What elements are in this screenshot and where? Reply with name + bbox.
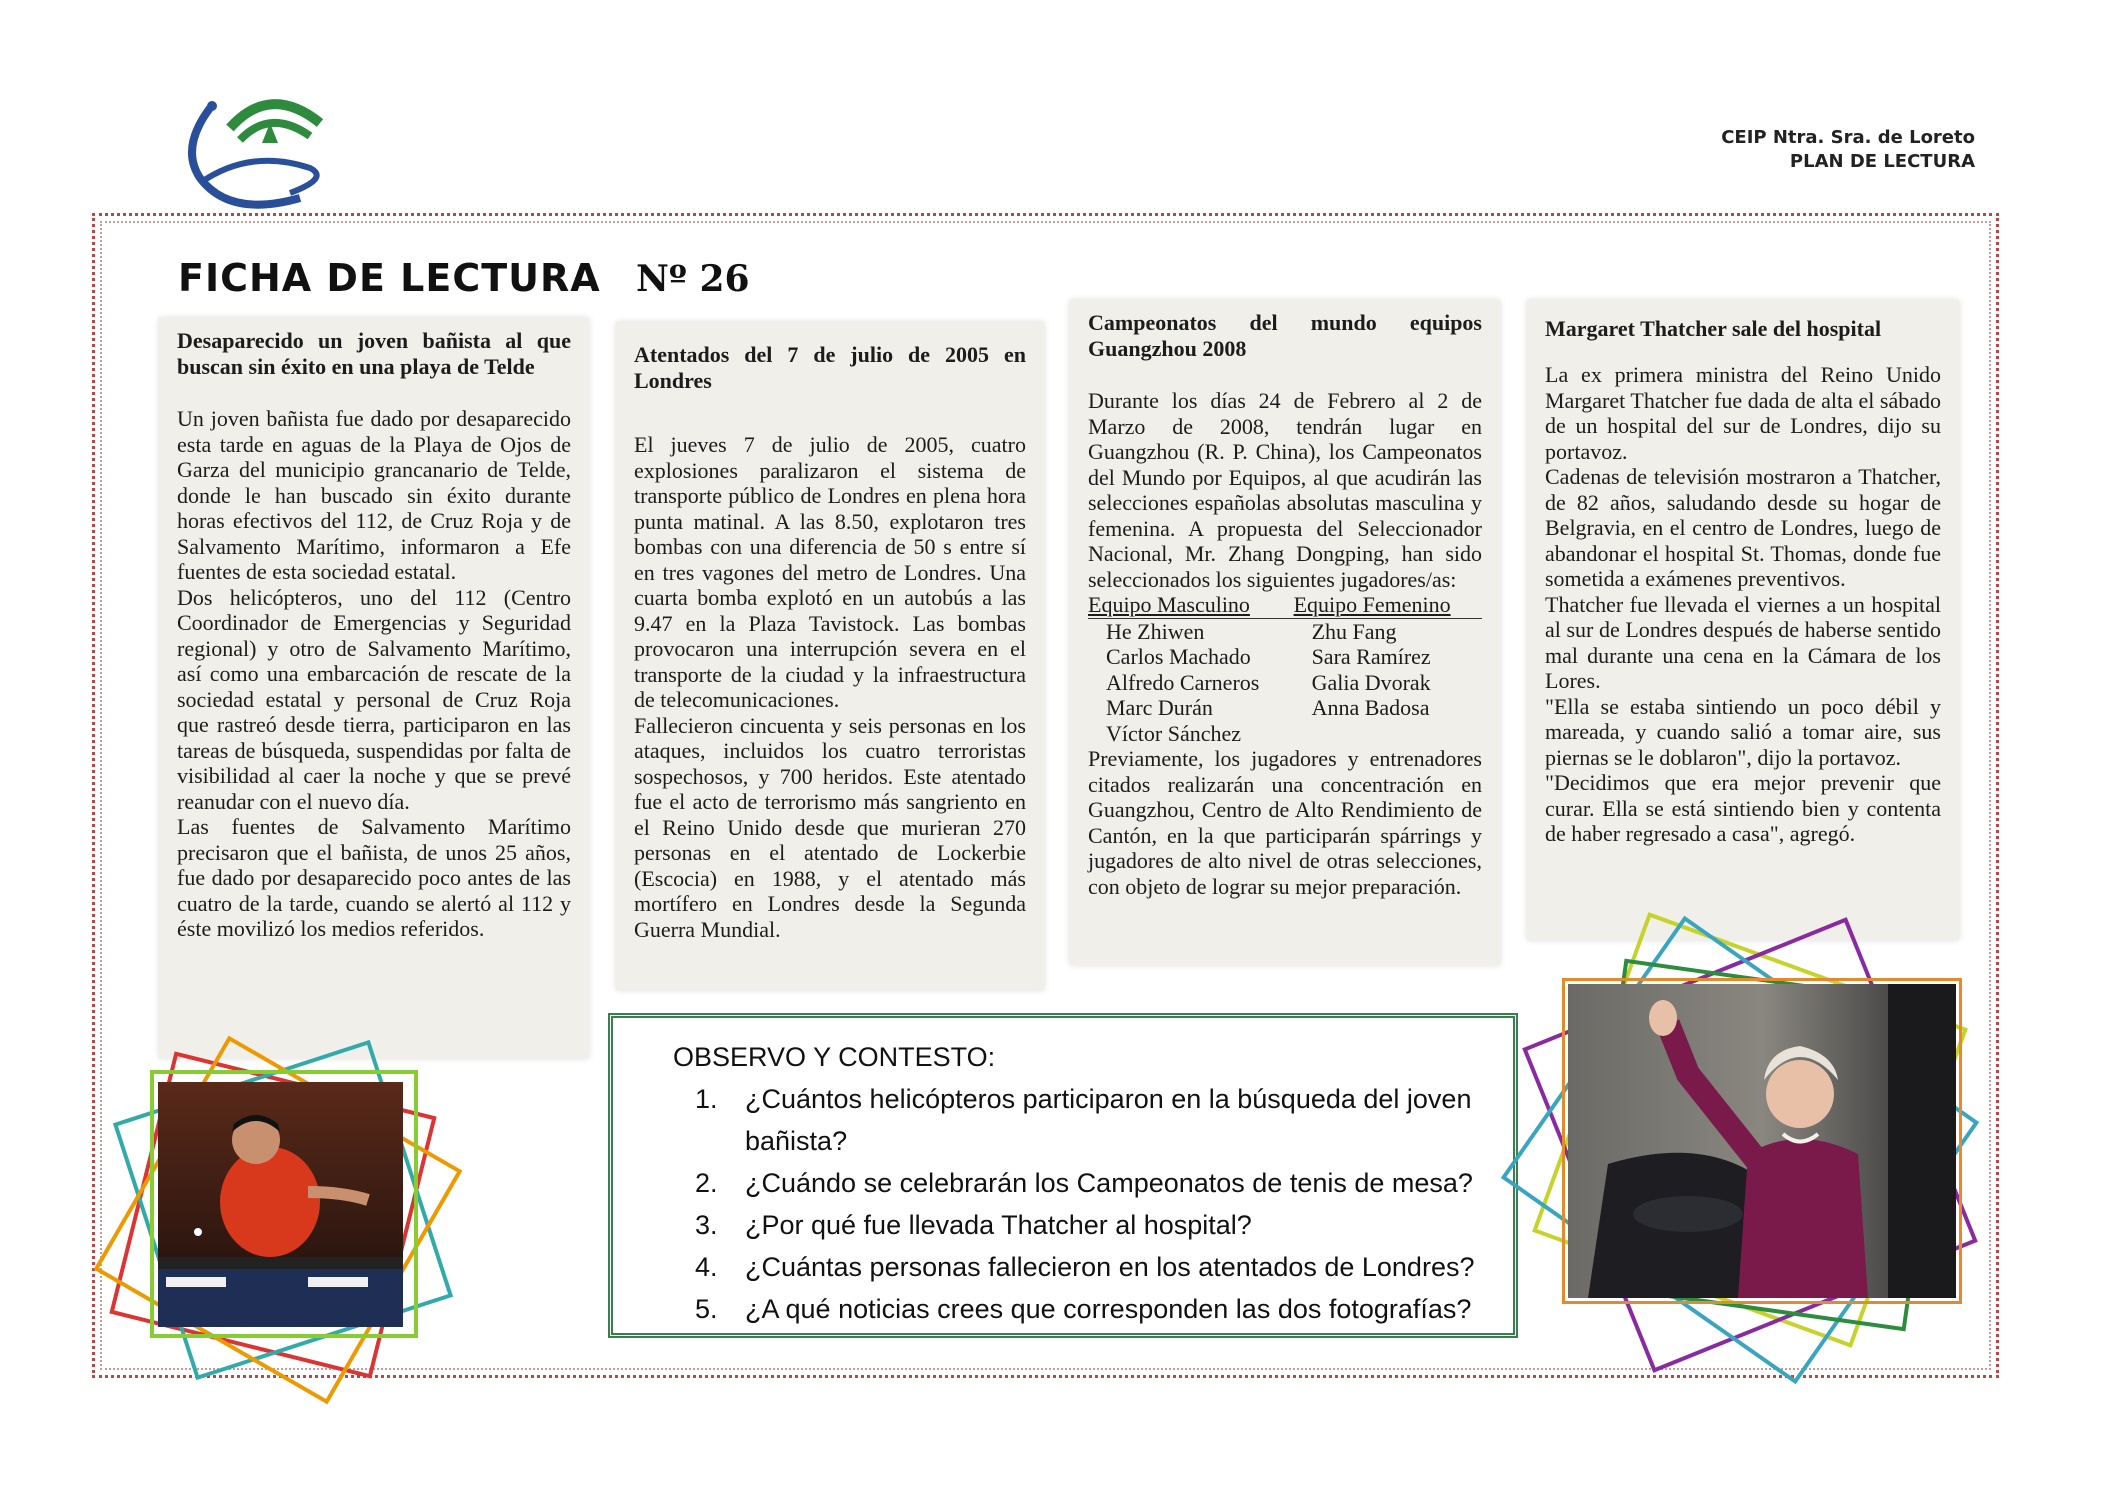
questions-box (608, 1013, 1518, 1338)
worksheet-title: FICHA DE LECTURA (178, 256, 601, 300)
player-name: Víctor Sánchez (1106, 720, 1241, 746)
worksheet-number: Nº 26 (636, 258, 750, 300)
player-name: Carlos Machado (1106, 644, 1251, 669)
article-headline: Margaret Thatcher sale del hospital (1545, 316, 1882, 341)
table-row (1088, 695, 1482, 721)
question-item: 1. ¿Cuántos helicópteros participaron en la búsqueda del joven bañista? (725, 1078, 1493, 1162)
school-header (1721, 126, 1975, 174)
player-name: Zhu Fang (1311, 618, 1397, 644)
team-header-male: Equipo Masculino (1088, 592, 1294, 618)
table-tennis-photo (128, 1060, 438, 1380)
article-bather (159, 318, 589, 1058)
article-london-attacks (616, 322, 1044, 990)
article-paragraph: Un joven bañista fue dado por desaparecido esta tarde en aguas de la Playa de Ojos de Garza del municipio grancanario de Telde, donde le han buscado sin éxito durante horas efectivos del 112, de Cruz Roja y de Salvamento Marítimo, informaron a Efe fuentes de esta sociedad estatal. (177, 406, 571, 584)
article-paragraph: "Ella se estaba sintiendo un poco débil y mareada, y cuando salió a tomar aire, sus piernas se le doblaron", dijo la portavoz. (1545, 693, 1941, 770)
player-image (158, 1082, 403, 1327)
article-thatcher (1527, 300, 1959, 940)
player-name: Anna Badosa (1311, 695, 1430, 720)
article-paragraph: Las fuentes de Salvamento Marítimo precisaron que el bañista, de unos 25 años, fue dado por desaparecido poco antes de las cuatro de la tarde, cuando se alertó al 112 y éste movilizó los medios referidos. (177, 814, 571, 941)
question-item: 3. ¿Por qué fue llevada Thatcher al hospital? (725, 1204, 1493, 1246)
article-paragraph: El jueves 7 de julio de 2005, cuatro explosiones paralizaron el sistema de transporte público de Londres en plena hora punta matinal. A las 8.50, explotaron tres bombas con una diferencia de 50 s entre sí en tres vagones del metro de Londres. Una cuarta bomba explotó en un autobús a las 9.47 en la Plaza Tavistock. Las bombas provocaron una interrupción severa en el transporte de la ciudad y la infraestructura de telecomunicaciones. (634, 432, 1026, 712)
school-name: CEIP Ntra. Sra. de Loreto (1721, 127, 1975, 148)
player-name: Sara Ramírez (1311, 644, 1431, 669)
article-paragraph: Thatcher fue llevada el viernes a un hospital al sur de Londres después de haberse sentido mal durante una cena en la Cámara de los Lores. (1545, 591, 1941, 693)
article-paragraph: Fallecieron cincuenta y seis personas en los ataques, incluidos los cuatro terroristas sospechosos, y 700 heridos. Este atentado fue el acto de terrorismo más sangriento en el Reino Unido desde que murieran 270 personas en el atentado de Lockerbie (Escocia) en 1988, y el atentado más mortífero en Londres desde la Segunda Guerra Mundial. (634, 712, 1026, 942)
questions-heading: OBSERVO Y CONTESTO: (673, 1042, 996, 1072)
player-name: Alfredo Carneros (1106, 669, 1260, 695)
table-row (1088, 670, 1482, 696)
article-guangzhou (1070, 300, 1500, 965)
article-paragraph: Durante los días 24 de Febrero al 2 de Marzo de 2008, tendrán lugar en Guangzhou (R. P. China), los Campeonatos del Mundo por Equipos, al que acudirán las selecciones españolas absolutas masculina y femenina. A propuesta del Seleccionador Nacional, Mr. Zhang Dongping, han sido seleccionados los siguientes jugadores/as: (1088, 388, 1482, 592)
article-paragraph: Cadenas de televisión mostraron a Thatcher, de 82 años, saludando desde su hogar de Belgravia, en el centro de Londres, luego de abandonar el hospital St. Thomas, donde fue sometida a exámenes preventivos. (1545, 464, 1941, 591)
thatcher-photo (1520, 930, 1990, 1400)
questions-list (675, 1078, 1493, 1330)
article-headline: Campeonatos del mundo equipos Guangzhou 2008 (1088, 310, 1482, 361)
question-item: 5. ¿A qué noticias crees que corresponden las dos fotografías? (725, 1288, 1493, 1330)
article-paragraph: Previamente, los jugadores y entrenadores citados realizarán una concentración en Guangzhou, Centro de Alto Rendimiento de Cantón, en la que participarán spárrings y jugadores de alto nivel de otras selecciones, con objeto de lograr su mejor preparación. (1088, 746, 1482, 899)
table-row (1088, 644, 1482, 670)
program-name: PLAN DE LECTURA (1789, 151, 1975, 172)
article-headline: Atentados del 7 de julio de 2005 en Londres (634, 342, 1026, 393)
article-paragraph: "Decidimos que era mejor prevenir que curar. Ella se está sintiendo bien y contenta de haber regresado a casa", agregó. (1545, 770, 1941, 846)
article-paragraph: La ex primera ministra del Reino Unido Margaret Thatcher fue dada de alta el sábado de un hospital del sur de Londres, dijo su portavoz. (1545, 362, 1941, 464)
player-name: He Zhiwen (1106, 618, 1205, 644)
junta-andalucia-logo (170, 88, 350, 218)
article-headline: Desaparecido un joven bañista al que buscan sin éxito en una playa de Telde (177, 328, 571, 379)
table-row (1088, 721, 1482, 747)
player-name: Marc Durán (1106, 695, 1213, 720)
question-item: 4. ¿Cuántas personas fallecieron en los atentados de Londres? (725, 1246, 1493, 1288)
article-paragraph: Dos helicópteros, uno del 112 (Centro Coordinador de Emergencias y Seguridad regional) y otro de Salvamento Marítimo, así como una embarcación de rescate de la sociedad estatal y personal de Cruz Roja que rastreó desde tierra, participaron en las tareas de búsqueda, suspendidas por falta de visibilidad al caer la noche y que se prevé reanudar con el nuevo día. (177, 584, 571, 814)
player-name (1294, 721, 1482, 747)
thatcher-image (1568, 984, 1956, 1298)
team-table (1088, 592, 1482, 746)
player-name: Galia Dvorak (1311, 669, 1431, 695)
team-header-female: Equipo Femenino (1294, 592, 1482, 618)
table-row (1088, 618, 1482, 644)
question-item: 2. ¿Cuándo se celebrarán los Campeonatos de tenis de mesa? (725, 1162, 1493, 1204)
